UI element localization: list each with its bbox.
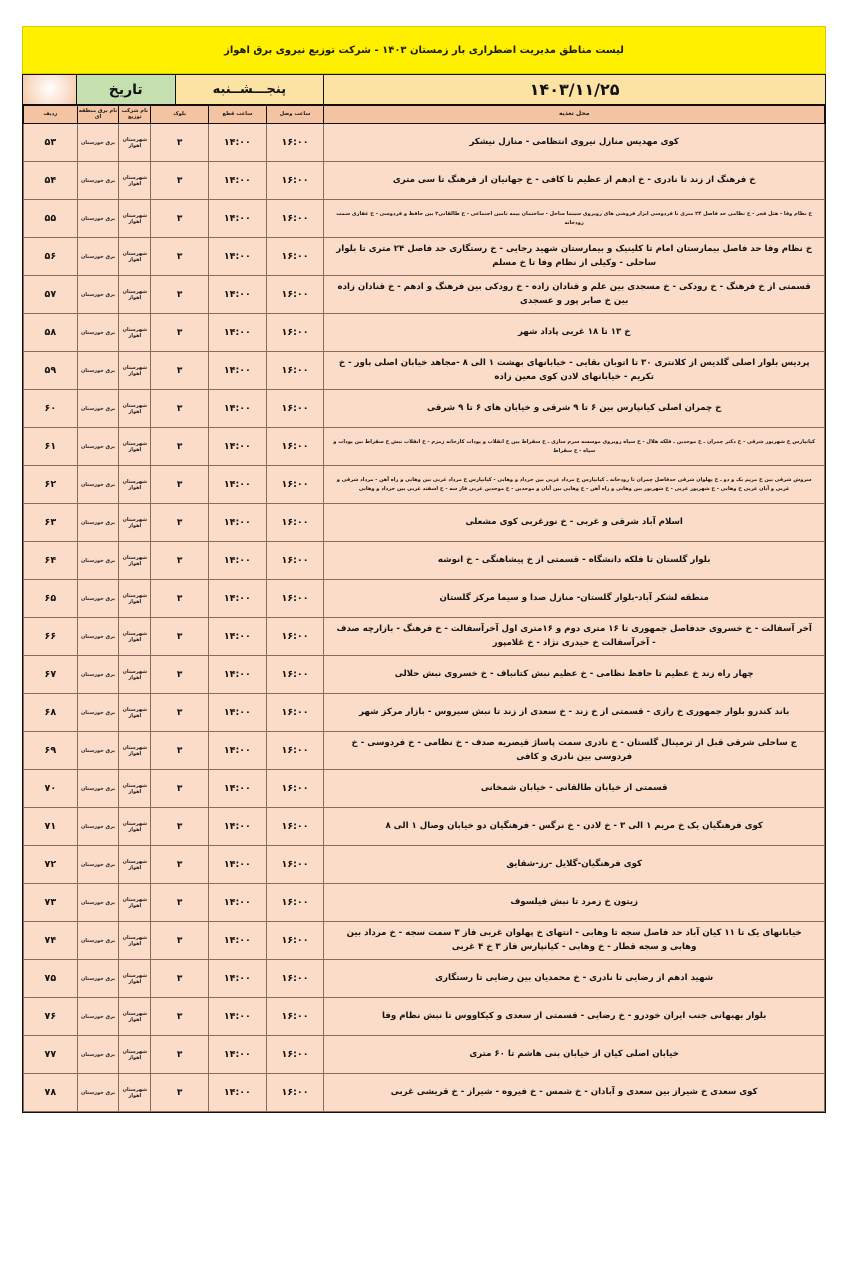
cell-off-time: ۱۴:۰۰ xyxy=(209,1074,267,1112)
table-row xyxy=(24,390,825,428)
date-label: تاریخ xyxy=(76,75,175,105)
table-row xyxy=(24,1036,825,1074)
cell-location: بلوار بهبهانی جنب ایران خودرو - خ رضایی - قسمتی از سعدی و کیکاووس تا نبش نظام وفا xyxy=(324,998,825,1036)
cell-region: برق خوزستان xyxy=(77,352,119,390)
cell-region: برق خوزستان xyxy=(77,1036,119,1074)
table-row xyxy=(24,238,825,276)
cell-location: قسمتی از خیابان طالقانی - خیابان شمخانی xyxy=(324,770,825,808)
cell-company: شهرستان اهواز xyxy=(119,124,151,162)
cell-region: برق خوزستان xyxy=(77,466,119,504)
table-row xyxy=(24,542,825,580)
cell-index: ۶۱ xyxy=(24,428,78,466)
cell-off-time: ۱۴:۰۰ xyxy=(209,580,267,618)
table-row xyxy=(24,352,825,390)
cell-on-time: ۱۶:۰۰ xyxy=(266,390,324,428)
cell-block: ۳ xyxy=(151,124,209,162)
cell-off-time: ۱۴:۰۰ xyxy=(209,960,267,998)
cell-off-time: ۱۴:۰۰ xyxy=(209,542,267,580)
cell-location: کوی سعدی خ شیراز بین سعدی و آبادان - خ شمس - خ فیروه - شیراز - خ قریشی غربی xyxy=(324,1074,825,1112)
cell-block: ۳ xyxy=(151,428,209,466)
cell-on-time: ۱۶:۰۰ xyxy=(266,732,324,770)
cell-index: ۷۶ xyxy=(24,998,78,1036)
cell-on-time: ۱۶:۰۰ xyxy=(266,200,324,238)
table-row xyxy=(24,124,825,162)
column-header-block: بلوک xyxy=(151,106,209,124)
cell-region: برق خوزستان xyxy=(77,846,119,884)
cell-off-time: ۱۴:۰۰ xyxy=(209,884,267,922)
cell-off-time: ۱۴:۰۰ xyxy=(209,808,267,846)
cell-on-time: ۱۶:۰۰ xyxy=(266,770,324,808)
cell-off-time: ۱۴:۰۰ xyxy=(209,656,267,694)
cell-index: ۵۴ xyxy=(24,162,78,200)
cell-block: ۳ xyxy=(151,922,209,960)
cell-block: ۳ xyxy=(151,314,209,352)
cell-block: ۳ xyxy=(151,238,209,276)
cell-block: ۳ xyxy=(151,960,209,998)
cell-index: ۷۴ xyxy=(24,922,78,960)
page-title: لیست مناطق مدیریت اضطراری بار زمستان ۱۴۰۳ - شرکت توزیع نیروی برق اهواز xyxy=(224,44,624,56)
cell-company: شهرستان اهواز xyxy=(119,542,151,580)
cell-block: ۳ xyxy=(151,732,209,770)
cell-location: کوی فرهنگیان یک خ مریم ۱ الی ۳ - خ لادن - خ نرگس - فرهنگیان دو خیابان وصال ۱ الی ۸ xyxy=(324,808,825,846)
table-row xyxy=(24,314,825,352)
cell-index: ۷۷ xyxy=(24,1036,78,1074)
cell-block: ۳ xyxy=(151,466,209,504)
table-row xyxy=(24,656,825,694)
cell-block: ۳ xyxy=(151,504,209,542)
table-row xyxy=(24,922,825,960)
cell-index: ۶۲ xyxy=(24,466,78,504)
date-value: ۱۴۰۳/۱۱/۲۵ xyxy=(324,75,826,105)
cell-region: برق خوزستان xyxy=(77,504,119,542)
cell-location: منطقه لشکر آباد-بلوار گلستان- منازل صدا و سیما مرکز گلستان xyxy=(324,580,825,618)
table-row xyxy=(24,998,825,1036)
cell-on-time: ۱۶:۰۰ xyxy=(266,162,324,200)
cell-company: شهرستان اهواز xyxy=(119,922,151,960)
cell-block: ۳ xyxy=(151,542,209,580)
cell-on-time: ۱۶:۰۰ xyxy=(266,618,324,656)
column-header-off-time: ساعت قطع xyxy=(209,106,267,124)
cell-company: شهرستان اهواز xyxy=(119,428,151,466)
cell-off-time: ۱۴:۰۰ xyxy=(209,314,267,352)
cell-region: برق خوزستان xyxy=(77,162,119,200)
date-strip xyxy=(22,74,826,105)
cell-region: برق خوزستان xyxy=(77,884,119,922)
cell-location: خیابان اصلی کیان از خیابان بنی هاشم تا ۶۰ متری xyxy=(324,1036,825,1074)
cell-on-time: ۱۶:۰۰ xyxy=(266,808,324,846)
cell-index: ۶۰ xyxy=(24,390,78,428)
cell-location: پردیس بلوار اصلی گلدیس از کلانتری ۳۰ تا اتوبان بقایی - خیابانهای بهشت ۱ الی ۸ -مجاهد خیابان اصلی باور - خ تکریم - خیابانهای لادن کوی معین زاده xyxy=(324,352,825,390)
cell-location: کیانپارس خ شهریور شرقی - خ دکتر چمران ـ خ موحدین ـ فلکه هلال - خ سپاه روبروی موسسه سرم سازی ـ خ سقراط بین خ انقلاب و پودات کارخانه زمزم - خ انقلاب نبش خ سقراط بین پودات و سپاه - خ سقراط xyxy=(324,428,825,466)
cell-region: برق خوزستان xyxy=(77,656,119,694)
cell-on-time: ۱۶:۰۰ xyxy=(266,238,324,276)
table-row xyxy=(24,162,825,200)
cell-region: برق خوزستان xyxy=(77,124,119,162)
cell-location: زیتون خ زمرد تا نبش فیلسوف xyxy=(324,884,825,922)
cell-index: ۶۳ xyxy=(24,504,78,542)
cell-index: ۵۹ xyxy=(24,352,78,390)
cell-off-time: ۱۴:۰۰ xyxy=(209,200,267,238)
cell-on-time: ۱۶:۰۰ xyxy=(266,922,324,960)
cell-block: ۳ xyxy=(151,846,209,884)
cell-company: شهرستان اهواز xyxy=(119,466,151,504)
cell-region: برق خوزستان xyxy=(77,694,119,732)
table-row xyxy=(24,732,825,770)
cell-on-time: ۱۶:۰۰ xyxy=(266,466,324,504)
cell-on-time: ۱۶:۰۰ xyxy=(266,1036,324,1074)
cell-off-time: ۱۴:۰۰ xyxy=(209,732,267,770)
cell-block: ۳ xyxy=(151,808,209,846)
schedule-table-wrapper xyxy=(22,105,826,1113)
cell-off-time: ۱۴:۰۰ xyxy=(209,466,267,504)
table-row xyxy=(24,884,825,922)
table-row xyxy=(24,428,825,466)
cell-on-time: ۱۶:۰۰ xyxy=(266,694,324,732)
cell-location: خیابانهای یک تا ۱۱ کیان آباد حد فاصل سجه تا وهابی - انتهای خ پهلوان غربی فاز ۳ سمت سجه - خ مرداد بین وهابی و سجه قطار - خ وهابی - کیانپارس فاز ۳ خ ۴ غربی xyxy=(324,922,825,960)
cell-on-time: ۱۶:۰۰ xyxy=(266,428,324,466)
cell-location: خ ۱۳ تا ۱۸ غربی پاداد شهر xyxy=(324,314,825,352)
cell-region: برق خوزستان xyxy=(77,960,119,998)
cell-region: برق خوزستان xyxy=(77,390,119,428)
cell-off-time: ۱۴:۰۰ xyxy=(209,124,267,162)
cell-on-time: ۱۶:۰۰ xyxy=(266,314,324,352)
table-row xyxy=(24,770,825,808)
cell-index: ۵۳ xyxy=(24,124,78,162)
cell-location: قسمتی از خ فرهنگ - خ رودکی - خ مسجدی بین علم و قنادان زاده - خ رودکی بین فرهنگ و ادهم - خ قنادان زاده بین خ صابر پور و عسجدی xyxy=(324,276,825,314)
cell-block: ۳ xyxy=(151,580,209,618)
cell-on-time: ۱۶:۰۰ xyxy=(266,1074,324,1112)
cell-location: خ نظام وفا - هتل فجر - خ نظامی حد فاصل ۲۴ متری تا فردوسی ابزار فروشی های روبروی سینما ساحل - ساختمان بیمه تامین اجتماعی - خ طالقانی۲ بین حافظ و فردوسی - خ غفاری سمت رودخانه xyxy=(324,200,825,238)
cell-on-time: ۱۶:۰۰ xyxy=(266,884,324,922)
cell-company: شهرستان اهواز xyxy=(119,808,151,846)
cell-region: برق خوزستان xyxy=(77,998,119,1036)
cell-off-time: ۱۴:۰۰ xyxy=(209,504,267,542)
cell-company: شهرستان اهواز xyxy=(119,580,151,618)
cell-region: برق خوزستان xyxy=(77,200,119,238)
cell-block: ۳ xyxy=(151,200,209,238)
cell-block: ۳ xyxy=(151,352,209,390)
cell-off-time: ۱۴:۰۰ xyxy=(209,1036,267,1074)
cell-on-time: ۱۶:۰۰ xyxy=(266,960,324,998)
cell-location: شهید ادهم از رضایی تا نادری - خ محمدیان بین رضایی تا رستگاری xyxy=(324,960,825,998)
cell-company: شهرستان اهواز xyxy=(119,770,151,808)
cell-block: ۳ xyxy=(151,162,209,200)
day-name: پنجـــشــنبه xyxy=(175,75,324,105)
cell-region: برق خوزستان xyxy=(77,770,119,808)
cell-company: شهرستان اهواز xyxy=(119,352,151,390)
column-header-on-time: ساعت وصل xyxy=(266,106,324,124)
cell-index: ۷۸ xyxy=(24,1074,78,1112)
cell-off-time: ۱۴:۰۰ xyxy=(209,770,267,808)
table-row xyxy=(24,276,825,314)
cell-off-time: ۱۴:۰۰ xyxy=(209,428,267,466)
cell-region: برق خوزستان xyxy=(77,276,119,314)
table-row xyxy=(24,580,825,618)
cell-index: ۶۸ xyxy=(24,694,78,732)
title-banner xyxy=(22,26,826,74)
cell-company: شهرستان اهواز xyxy=(119,200,151,238)
table-row xyxy=(24,466,825,504)
cell-off-time: ۱۴:۰۰ xyxy=(209,276,267,314)
cell-block: ۳ xyxy=(151,884,209,922)
column-header-company: نام شرکت توزیع xyxy=(119,106,151,124)
cell-location: خ نظام وفا حد فاصل بیمارستان امام تا کلینیک و بیمارستان شهید رجایی - خ رستگاری حد فاصل ۲۴ متری تا بلوار ساحلی - وکیلی از نظام وفا تا خ مسلم xyxy=(324,238,825,276)
cell-off-time: ۱۴:۰۰ xyxy=(209,846,267,884)
cell-on-time: ۱۶:۰۰ xyxy=(266,580,324,618)
cell-index: ۶۷ xyxy=(24,656,78,694)
cell-index: ۵۸ xyxy=(24,314,78,352)
cell-on-time: ۱۶:۰۰ xyxy=(266,656,324,694)
cell-on-time: ۱۶:۰۰ xyxy=(266,276,324,314)
cell-on-time: ۱۶:۰۰ xyxy=(266,542,324,580)
cell-region: برق خوزستان xyxy=(77,238,119,276)
cell-location: باند کندرو بلوار جمهوری خ رازی - قسمتی از خ زند - خ سعدی از زند تا نبش سیروس - بازار مرکز شهر xyxy=(324,694,825,732)
cell-index: ۷۳ xyxy=(24,884,78,922)
cell-on-time: ۱۶:۰۰ xyxy=(266,352,324,390)
cell-off-time: ۱۴:۰۰ xyxy=(209,162,267,200)
cell-index: ۵۷ xyxy=(24,276,78,314)
cell-index: ۷۲ xyxy=(24,846,78,884)
column-header-location: محل تغذیه xyxy=(324,106,825,124)
table-row xyxy=(24,694,825,732)
cell-region: برق خوزستان xyxy=(77,542,119,580)
table-body xyxy=(24,124,825,1112)
cell-index: ۶۹ xyxy=(24,732,78,770)
table-row xyxy=(24,504,825,542)
cell-location: کوی فرهنگیان-گلایل -رز-شقایق xyxy=(324,846,825,884)
cell-region: برق خوزستان xyxy=(77,808,119,846)
cell-company: شهرستان اهواز xyxy=(119,694,151,732)
cell-region: برق خوزستان xyxy=(77,428,119,466)
cell-region: برق خوزستان xyxy=(77,732,119,770)
cell-off-time: ۱۴:۰۰ xyxy=(209,352,267,390)
cell-company: شهرستان اهواز xyxy=(119,618,151,656)
cell-index: ۶۵ xyxy=(24,580,78,618)
cell-company: شهرستان اهواز xyxy=(119,998,151,1036)
cell-index: ۶۴ xyxy=(24,542,78,580)
cell-location: چهار راه زند خ عظیم تا حافظ نظامی - خ عظیم نبش کتانباف - خ خسروی نبش حلالی xyxy=(324,656,825,694)
table-row xyxy=(24,618,825,656)
cell-index: ۵۵ xyxy=(24,200,78,238)
cell-index: ۷۵ xyxy=(24,960,78,998)
table-row xyxy=(24,846,825,884)
cell-location: خ چمران اصلی کیانپارس بین ۶ تا ۹ شرقی و خیابان های ۶ تا ۹ شرقی xyxy=(324,390,825,428)
column-header-region: نام برق منطقه ای xyxy=(77,106,119,124)
cell-company: شهرستان اهواز xyxy=(119,1036,151,1074)
cell-region: برق خوزستان xyxy=(77,1074,119,1112)
cell-company: شهرستان اهواز xyxy=(119,314,151,352)
cell-block: ۳ xyxy=(151,1074,209,1112)
cell-block: ۳ xyxy=(151,390,209,428)
cell-block: ۳ xyxy=(151,998,209,1036)
table-row xyxy=(24,960,825,998)
cell-company: شهرستان اهواز xyxy=(119,276,151,314)
cell-location: خ فرهنگ از زند تا نادری - خ ادهم از عظیم تا کافی - خ جهانیان از فرهنگ تا سی متری xyxy=(324,162,825,200)
cell-location: ج ساحلی شرقی قبل از ترمینال گلستان - خ نادری سمت پاساژ قیصریه صدف - خ نظامی - خ فردوسی - خ فردوسی بین نادری و کافی xyxy=(324,732,825,770)
cell-company: شهرستان اهواز xyxy=(119,846,151,884)
cell-location: بلوار گلستان تا فلکه دانشگاه - قسمتی از خ پیشاهنگی - خ انوشه xyxy=(324,542,825,580)
cell-block: ۳ xyxy=(151,1036,209,1074)
cell-on-time: ۱۶:۰۰ xyxy=(266,846,324,884)
cell-region: برق خوزستان xyxy=(77,314,119,352)
cell-block: ۳ xyxy=(151,656,209,694)
cell-company: شهرستان اهواز xyxy=(119,238,151,276)
cell-location: آخر آسفالت - خ خسروی حدفاصل جمهوری تا ۱۶ متری دوم و ۱۶متری اول آخرآسفالت - خ فرهنگ - بازارچه صدف - آخرآسفالت خ حیدری نژاد - خ غلامپور xyxy=(324,618,825,656)
cell-off-time: ۱۴:۰۰ xyxy=(209,922,267,960)
cell-company: شهرستان اهواز xyxy=(119,390,151,428)
table-row xyxy=(24,1074,825,1112)
cell-index: ۶۶ xyxy=(24,618,78,656)
cell-region: برق خوزستان xyxy=(77,618,119,656)
cell-company: شهرستان اهواز xyxy=(119,162,151,200)
table-header-row xyxy=(24,106,825,124)
cell-company: شهرستان اهواز xyxy=(119,1074,151,1112)
table-row xyxy=(24,200,825,238)
cell-location: سروش شرقی بین خ مریم یک و دو ـ خ پهلوان شرقی حدفاصل چمران تا رودخانه ـ کیانپارس خ مرداد غربی بین خرداد و وهابی - کیانپارس خ مرداد غربی بین وهابی و راه آهن - مرداد شرقی و غربی و آبان غربی خ وهابی - خ شهریور غربی - خ شهریور بین وهابی و راه آهن - خ وهابی بین آبان و موحدین - خ موحدین غربی فاز سه - خ اسفند غربی بین خرداد و وهابی xyxy=(324,466,825,504)
cell-region: برق خوزستان xyxy=(77,922,119,960)
schedule-table xyxy=(23,105,825,1112)
cell-company: شهرستان اهواز xyxy=(119,732,151,770)
cell-off-time: ۱۴:۰۰ xyxy=(209,618,267,656)
cell-block: ۳ xyxy=(151,770,209,808)
cell-region: برق خوزستان xyxy=(77,580,119,618)
cell-off-time: ۱۴:۰۰ xyxy=(209,238,267,276)
cell-index: ۵۶ xyxy=(24,238,78,276)
cell-index: ۷۱ xyxy=(24,808,78,846)
cell-on-time: ۱۶:۰۰ xyxy=(266,998,324,1036)
cell-block: ۳ xyxy=(151,276,209,314)
cell-block: ۳ xyxy=(151,694,209,732)
cell-company: شهرستان اهواز xyxy=(119,656,151,694)
column-header-index: ردیف xyxy=(24,106,78,124)
cell-company: شهرستان اهواز xyxy=(119,960,151,998)
cell-company: شهرستان اهواز xyxy=(119,884,151,922)
cell-off-time: ۱۴:۰۰ xyxy=(209,998,267,1036)
cell-off-time: ۱۴:۰۰ xyxy=(209,694,267,732)
cell-block: ۳ xyxy=(151,618,209,656)
cell-on-time: ۱۶:۰۰ xyxy=(266,124,324,162)
cell-company: شهرستان اهواز xyxy=(119,504,151,542)
table-row xyxy=(24,808,825,846)
cell-off-time: ۱۴:۰۰ xyxy=(209,390,267,428)
cell-index: ۷۰ xyxy=(24,770,78,808)
cell-on-time: ۱۶:۰۰ xyxy=(266,504,324,542)
cell-location: اسلام آباد شرقی و غربی - خ نورغربی کوی مشعلی xyxy=(324,504,825,542)
corner-cell xyxy=(23,75,77,105)
cell-location: کوی مهدیس منازل نیروی انتظامی - منازل نیشکر xyxy=(324,124,825,162)
